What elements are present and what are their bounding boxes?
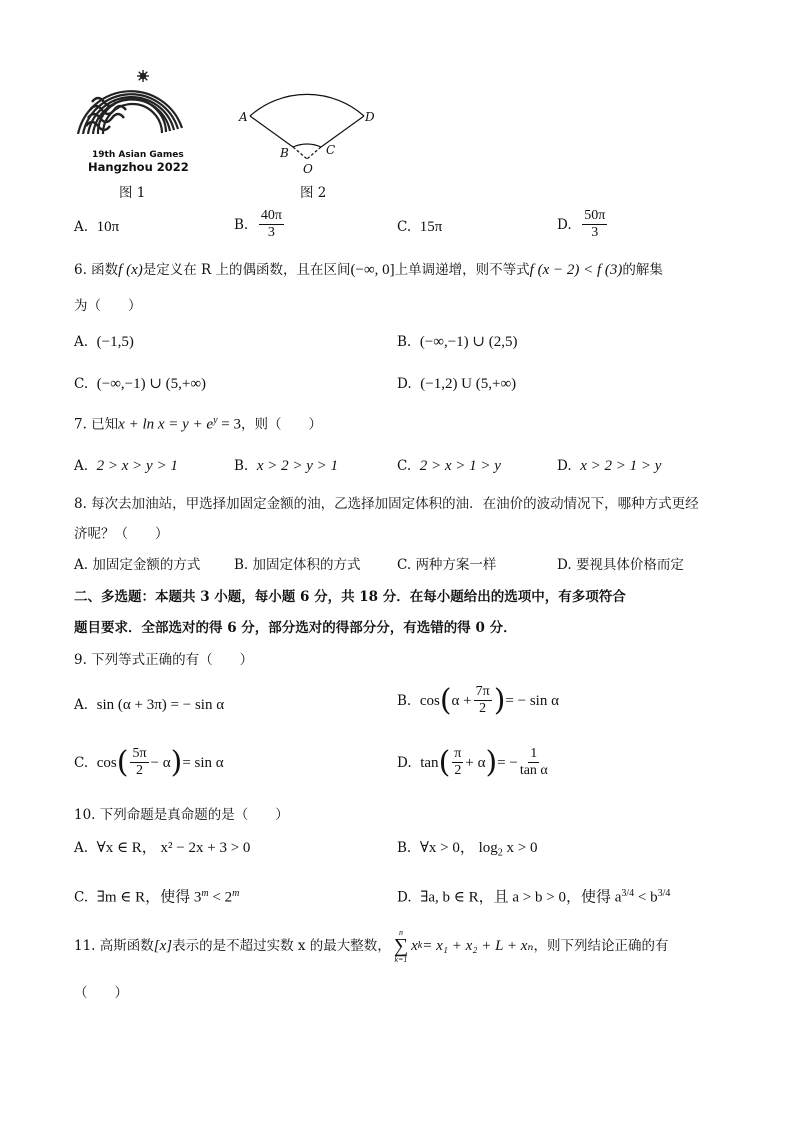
q9-option-a[interactable]: A. sin (α + 3π) = − sin α — [74, 697, 225, 713]
logo-line-1: 19th Asian Games — [92, 150, 184, 160]
q9-option-b[interactable]: B. cos ( α + $\frac{7\pi}{2}$ ) = − sin α — [397, 682, 559, 718]
logo-line-2: Hangzhou 2022 — [88, 160, 189, 174]
figure-2-caption: 图 2 — [300, 185, 327, 201]
q6-option-c[interactable]: C. (−∞,−1) ∪ (5,+∞) — [74, 376, 207, 392]
label-a: A — [239, 110, 248, 124]
q6-stem: 6. 函数f (x)是定义在 R 上的偶函数，且在区间(−∞, 0]上单调递增，则不等式f (x − 2) < f (3)的解集 — [74, 262, 663, 278]
figure-2 — [232, 82, 382, 206]
q10-option-d[interactable]: D. ∃a, b ∈ R，且 a > b > 0，使得 $a^{3/4} < b^{3/4}$ — [397, 888, 671, 906]
label-d: D — [365, 110, 375, 124]
section-2-heading-line2: 题目要求．全部选对的得 6 分，部分选对的得部分分，有选错的得 0 分． — [74, 620, 517, 636]
q5-option-c[interactable]: C. 15π — [397, 219, 443, 235]
q8-stem-line2: 济呢？（ ） — [74, 526, 169, 542]
label-c: C — [326, 143, 336, 157]
q7-option-a[interactable]: A. 2 > x > y > 1 — [74, 458, 178, 474]
q8-stem-line1: 8. 每次去加油站，甲选择加固定金额的油，乙选择加固定体积的油．在油价的波动情况下，哪种方式更经 — [74, 496, 699, 512]
q5-option-b[interactable]: B. $\frac{40\pi}{3}$ — [234, 208, 282, 240]
q5-option-a[interactable]: A. 10π — [74, 219, 120, 235]
q7-option-c[interactable]: C. 2 > x > 1 > y — [397, 458, 501, 474]
q6-option-b[interactable]: B. (−∞,−1) ∪ (2,5) — [397, 334, 518, 350]
q11-stem-line2: （ ） — [74, 985, 128, 1001]
label-b: B — [280, 146, 289, 160]
q10-option-c[interactable]: C. ∃m ∈ R，使得 $3^m < 2^m$ — [74, 888, 240, 906]
q9-option-d[interactable]: D. tan ( $\frac{\pi}{2}$ + α ) = − $\frac{1}{\text{tan α}}$ — [397, 744, 548, 780]
q9-option-c[interactable]: C. cos ( $\frac{5\pi}{2}$ − α ) = sin α — [74, 744, 224, 780]
summation-symbol: n ∑ k=1 — [393, 928, 409, 964]
q7-stem: 7. 已知$x + \ln x = y + e^y = 3$，则（ ） — [74, 415, 323, 433]
q8-option-b[interactable]: B. 加固定体积的方式 — [234, 557, 361, 573]
q10-option-a[interactable]: A. ∀x ∈ R， x² − 2x + 3 > 0 — [74, 840, 251, 856]
q10-option-b[interactable]: B. ∀x > 0， $\log_2 x > 0$ — [397, 840, 538, 859]
label-o: O — [303, 162, 313, 176]
figure-1-caption: 图 1 — [119, 185, 146, 201]
figure-1 — [74, 66, 190, 206]
q5-option-d[interactable]: D. $\frac{50\pi}{3}$ — [557, 208, 606, 240]
q6-stem-line2: 为（ ） — [74, 298, 142, 314]
q6-option-d[interactable]: D. (−1,2) U (5,+∞) — [397, 376, 517, 392]
q10-stem: 10. 下列命题是真命题的是（ ） — [74, 807, 289, 823]
q11-stem: 11. 高斯函数 [x] 表示的是不超过实数 x 的最大整数， n ∑ k=1 x k = x₁ + x₂ + L + xₙ ，则下列结论正确的有 — [74, 928, 669, 964]
q7-option-d[interactable]: D. x > 2 > 1 > y — [557, 458, 662, 474]
q7-option-b[interactable]: B. x > 2 > y > 1 — [234, 458, 338, 474]
q8-option-d[interactable]: D. 要视具体价格而定 — [557, 557, 684, 573]
q8-option-c[interactable]: C. 两种方案一样 — [397, 557, 497, 573]
section-2-heading-line1: 二、多选题：本题共 3 小题，每小题 6 分，共 18 分．在每小题给出的选项中，有多项符合 — [74, 589, 626, 605]
q8-option-a[interactable]: A. 加固定金额的方式 — [74, 557, 201, 573]
q9-stem: 9. 下列等式正确的有（ ） — [74, 652, 254, 668]
q6-option-a[interactable]: A. (−1,5) — [74, 334, 134, 350]
